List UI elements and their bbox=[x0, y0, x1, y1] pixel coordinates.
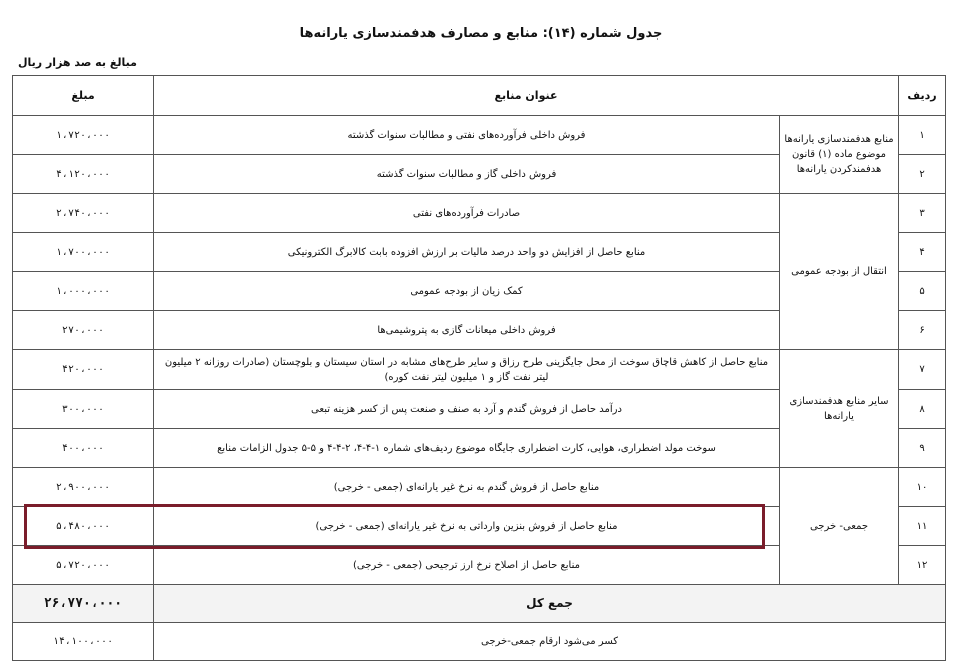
row-number: ۳ bbox=[899, 194, 946, 233]
row-amount: ۲،۹۰۰،۰۰۰ bbox=[13, 468, 154, 507]
table-row bbox=[13, 350, 946, 390]
group-label: منابع هدفمندسازی یارانه‌ها موضوع ماده (۱) قانون هدفمندکردن یارانه‌ها bbox=[780, 116, 899, 194]
sources-table bbox=[12, 75, 946, 661]
row-number: ۱۰ bbox=[899, 468, 946, 507]
row-number: ۶ bbox=[899, 311, 946, 350]
row-title: سوخت مولد اضطراری، هوایی، کارت اضطراری جایگاه موضوع ردیف‌های شماره ۱-۴-۴، ۲-۴-۴ و ۵-۵ جدول الزامات منابع bbox=[154, 429, 780, 468]
row-title: کمک زیان از بودجه عمومی bbox=[154, 272, 780, 311]
table-header-row bbox=[13, 76, 946, 116]
row-number: ۵ bbox=[899, 272, 946, 311]
header-row-number: ردیف bbox=[899, 76, 946, 116]
deduction-label: کسر می‌شود ارقام جمعی-خرجی bbox=[154, 623, 946, 661]
row-amount: ۲،۷۴۰،۰۰۰ bbox=[13, 194, 154, 233]
unit-note: مبالغ به صد هزار ریال bbox=[18, 56, 137, 69]
row-number: ۹ bbox=[899, 429, 946, 468]
row-number: ۱۲ bbox=[899, 546, 946, 585]
row-number: ۴ bbox=[899, 233, 946, 272]
deduction-amount: ۱۴،۱۰۰،۰۰۰ bbox=[13, 623, 154, 661]
total-amount: ۲۶،۷۷۰،۰۰۰ bbox=[13, 585, 154, 623]
header-amount: مبلغ bbox=[13, 76, 154, 116]
group-label: جمعی- خرجی bbox=[780, 468, 899, 585]
row-amount: ۱،۷۰۰،۰۰۰ bbox=[13, 233, 154, 272]
row-amount: ۵،۴۸۰،۰۰۰ bbox=[13, 507, 154, 546]
table-row bbox=[13, 116, 946, 155]
row-title: فروش داخلی گاز و مطالبات سنوات گذشته bbox=[154, 155, 780, 194]
row-amount: ۱،۰۰۰،۰۰۰ bbox=[13, 272, 154, 311]
row-title: منابع حاصل از اصلاح نرخ ارز ترجیحی (جمعی - خرجی) bbox=[154, 546, 780, 585]
row-amount: ۲۷۰،۰۰۰ bbox=[13, 311, 154, 350]
row-number: ۷ bbox=[899, 350, 946, 390]
group-label: انتقال از بودجه عمومی bbox=[780, 194, 899, 350]
table-row bbox=[13, 194, 946, 233]
row-title: فروش داخلی میعانات گازی به پتروشیمی‌ها bbox=[154, 311, 780, 350]
row-amount: ۴۰۰،۰۰۰ bbox=[13, 429, 154, 468]
table-row bbox=[13, 468, 946, 507]
row-title: منابع حاصل از فروش بنزین وارداتی به نرخ غیر یارانه‌ای (جمعی - خرجی) bbox=[154, 507, 780, 546]
row-title: منابع حاصل از افزایش دو واحد درصد مالیات بر ارزش افزوده بابت کالابرگ الکترونیکی bbox=[154, 233, 780, 272]
row-title: منابع حاصل از کاهش قاچاق سوخت از محل جایگزینی طرح رزاق و سایر طرح‌های مشابه در استان سیستان و بلوچستان (صادرات روزانه ۲ میلیون لیتر نفت گاز و ۱ میلیون لیتر نفت کوره) bbox=[154, 350, 780, 390]
row-number: ۸ bbox=[899, 390, 946, 429]
row-title: صادرات فرآورده‌های نفتی bbox=[154, 194, 780, 233]
total-row bbox=[13, 585, 946, 623]
header-title: عنوان منابع bbox=[154, 76, 899, 116]
group-label: سایر منابع هدفمندسازی یارانه‌ها bbox=[780, 350, 899, 468]
row-amount: ۱،۷۲۰،۰۰۰ bbox=[13, 116, 154, 155]
row-title: منابع حاصل از فروش گندم به نرخ غیر یارانه‌ای (جمعی - خرجی) bbox=[154, 468, 780, 507]
row-title: فروش داخلی فرآورده‌های نفتی و مطالبات سنوات گذشته bbox=[154, 116, 780, 155]
total-label: جمع کل bbox=[154, 585, 946, 623]
row-amount: ۵،۷۲۰،۰۰۰ bbox=[13, 546, 154, 585]
document-title: جدول شماره (۱۴): منابع و مصارف هدفمندسازی یارانه‌ها bbox=[299, 26, 663, 41]
row-amount: ۳۰۰،۰۰۰ bbox=[13, 390, 154, 429]
deduction-row bbox=[13, 623, 946, 661]
row-number: ۱ bbox=[899, 116, 946, 155]
row-number: ۲ bbox=[899, 155, 946, 194]
row-number: ۱۱ bbox=[899, 507, 946, 546]
row-amount: ۴۲۰،۰۰۰ bbox=[13, 350, 154, 390]
row-amount: ۴،۱۲۰،۰۰۰ bbox=[13, 155, 154, 194]
row-title: درآمد حاصل از فروش گندم و آرد به صنف و صنعت پس از کسر هزینه تبعی bbox=[154, 390, 780, 429]
